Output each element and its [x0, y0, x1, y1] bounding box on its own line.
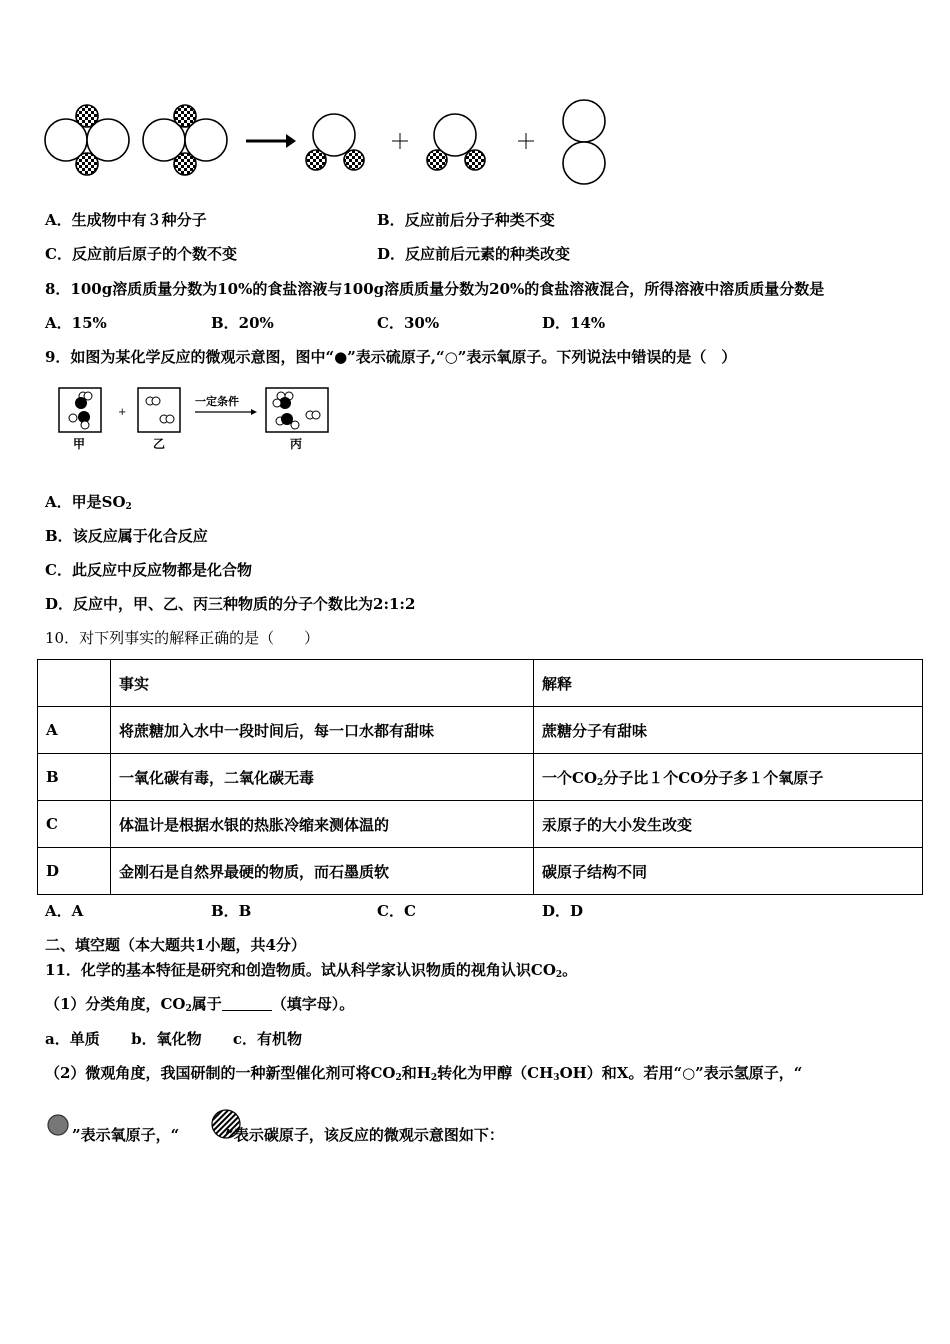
table-row	[38, 801, 923, 848]
q9-option-d: D．反应中，甲、乙、丙三种物质的分子个数比为2:1:2	[45, 595, 416, 613]
box-yi	[138, 388, 180, 432]
box-bing	[266, 388, 328, 432]
answer-blank[interactable]	[222, 996, 272, 1011]
q9-option-c: C．此反应中反应物都是化合物	[45, 561, 252, 579]
header-cell-empty	[38, 660, 111, 707]
q8-option-a: A．15%	[45, 314, 107, 332]
q7-reaction-diagram	[40, 96, 620, 191]
row-label: A	[38, 707, 111, 754]
row-explain: 一个$CO_2$分子比１个CO分子多１个氧原子	[534, 754, 923, 801]
q8-option-b: B．20%	[211, 314, 274, 332]
row-label: C	[38, 801, 111, 848]
q8-option-d: D．14%	[542, 314, 606, 332]
plus-sign-1	[392, 133, 408, 149]
table-row	[38, 707, 923, 754]
oxygen-atom-icon	[47, 1114, 71, 1138]
q10-option-a: A．A	[45, 902, 84, 920]
q7-option-d: D．反应前后元素的种类改变	[377, 245, 571, 263]
box-jia	[59, 388, 101, 432]
q9-option-a: A．甲是$SO_2$	[45, 493, 132, 512]
label-jia: 甲	[73, 437, 86, 451]
q9-option-b: B．该反应属于化合反应	[45, 527, 208, 545]
q11-part1: （1）分类角度，$CO_2$属于 （填字母）。	[45, 995, 355, 1014]
table-header-row	[38, 660, 923, 707]
section-heading: 二、填空题（本大题共1小题，共4分）	[45, 936, 306, 954]
row-label: D	[38, 848, 111, 895]
row-explain: 碳原子结构不同	[534, 848, 923, 895]
q7-option-c: C．反应前后原子的个数不变	[45, 245, 237, 263]
q11-choices: a．单质 b．氧化物 c．有机物	[45, 1030, 303, 1048]
row-fact: 体温计是根据水银的热胀冷缩来测体温的	[111, 801, 534, 848]
q11-stem: 11．化学的基本特征是研究和创造物质。试从科学家认识物质的视角认识$CO_2$。	[45, 961, 578, 980]
reaction-arrow	[246, 134, 296, 148]
label-yi: 乙	[153, 437, 166, 451]
q11-part2: （2）微观角度，我国研制的一种新型催化剂可将$CO_2$和$H_2$转化为甲醇$(CH_3OH)$和X。若用“○”表示氢原子，“	[45, 1064, 803, 1083]
q11-part2-continued: ”表示氧原子，“ ”表示碳原子，该反应的微观示意图如下：	[72, 1126, 504, 1144]
row-fact: 将蔗糖加入水中一段时间后，每一口水都有甜味	[111, 707, 534, 754]
header-fact: 事实	[111, 660, 534, 707]
arrow	[195, 409, 257, 415]
q10-option-c: C．C	[377, 902, 416, 920]
q10-option-d: D．D	[542, 902, 584, 920]
row-explain: 蔗糖分子有甜味	[534, 707, 923, 754]
condition-label: 一定条件	[195, 395, 239, 408]
product-molecule-3	[563, 100, 605, 184]
q8-stem: 8．100g溶质质量分数为10%的食盐溶液与100g溶质质量分数为20%的食盐溶液混合，所得溶液中溶质质量分数是	[45, 280, 825, 298]
table-row	[38, 848, 923, 895]
plus-sign-2	[518, 133, 534, 149]
product-molecule-1	[306, 114, 364, 170]
reactant-molecule-2	[143, 105, 227, 175]
q10-option-b: B．B	[211, 902, 252, 920]
q10-stem: 10．对下列事实的解释正确的是（ ）	[45, 629, 320, 647]
q7-option-a: A．生成物中有３种分子	[45, 211, 207, 229]
plus-sign: +	[118, 407, 127, 418]
q7-option-b: B．反应前后分子种类不变	[377, 211, 555, 229]
label-bing: 丙	[290, 437, 303, 451]
row-fact: 金刚石是自然界最硬的物质，而石墨质软	[111, 848, 534, 895]
product-molecule-2	[427, 114, 485, 170]
q9-stem: 9．如图为某化学反应的微观示意图，图中“●”表示硫原子,“○”表示氧原子。下列说法中错误的是（ ）	[45, 348, 737, 366]
q8-option-c: C．30%	[377, 314, 440, 332]
row-label: B	[38, 754, 111, 801]
table-row	[38, 754, 923, 801]
row-explain: 汞原子的大小发生改变	[534, 801, 923, 848]
q10-table	[37, 659, 923, 895]
header-explain: 解释	[534, 660, 923, 707]
reactant-molecule-1	[45, 105, 129, 175]
q9-reaction-diagram	[55, 385, 340, 455]
row-fact: 一氧化碳有毒，二氧化碳无毒	[111, 754, 534, 801]
